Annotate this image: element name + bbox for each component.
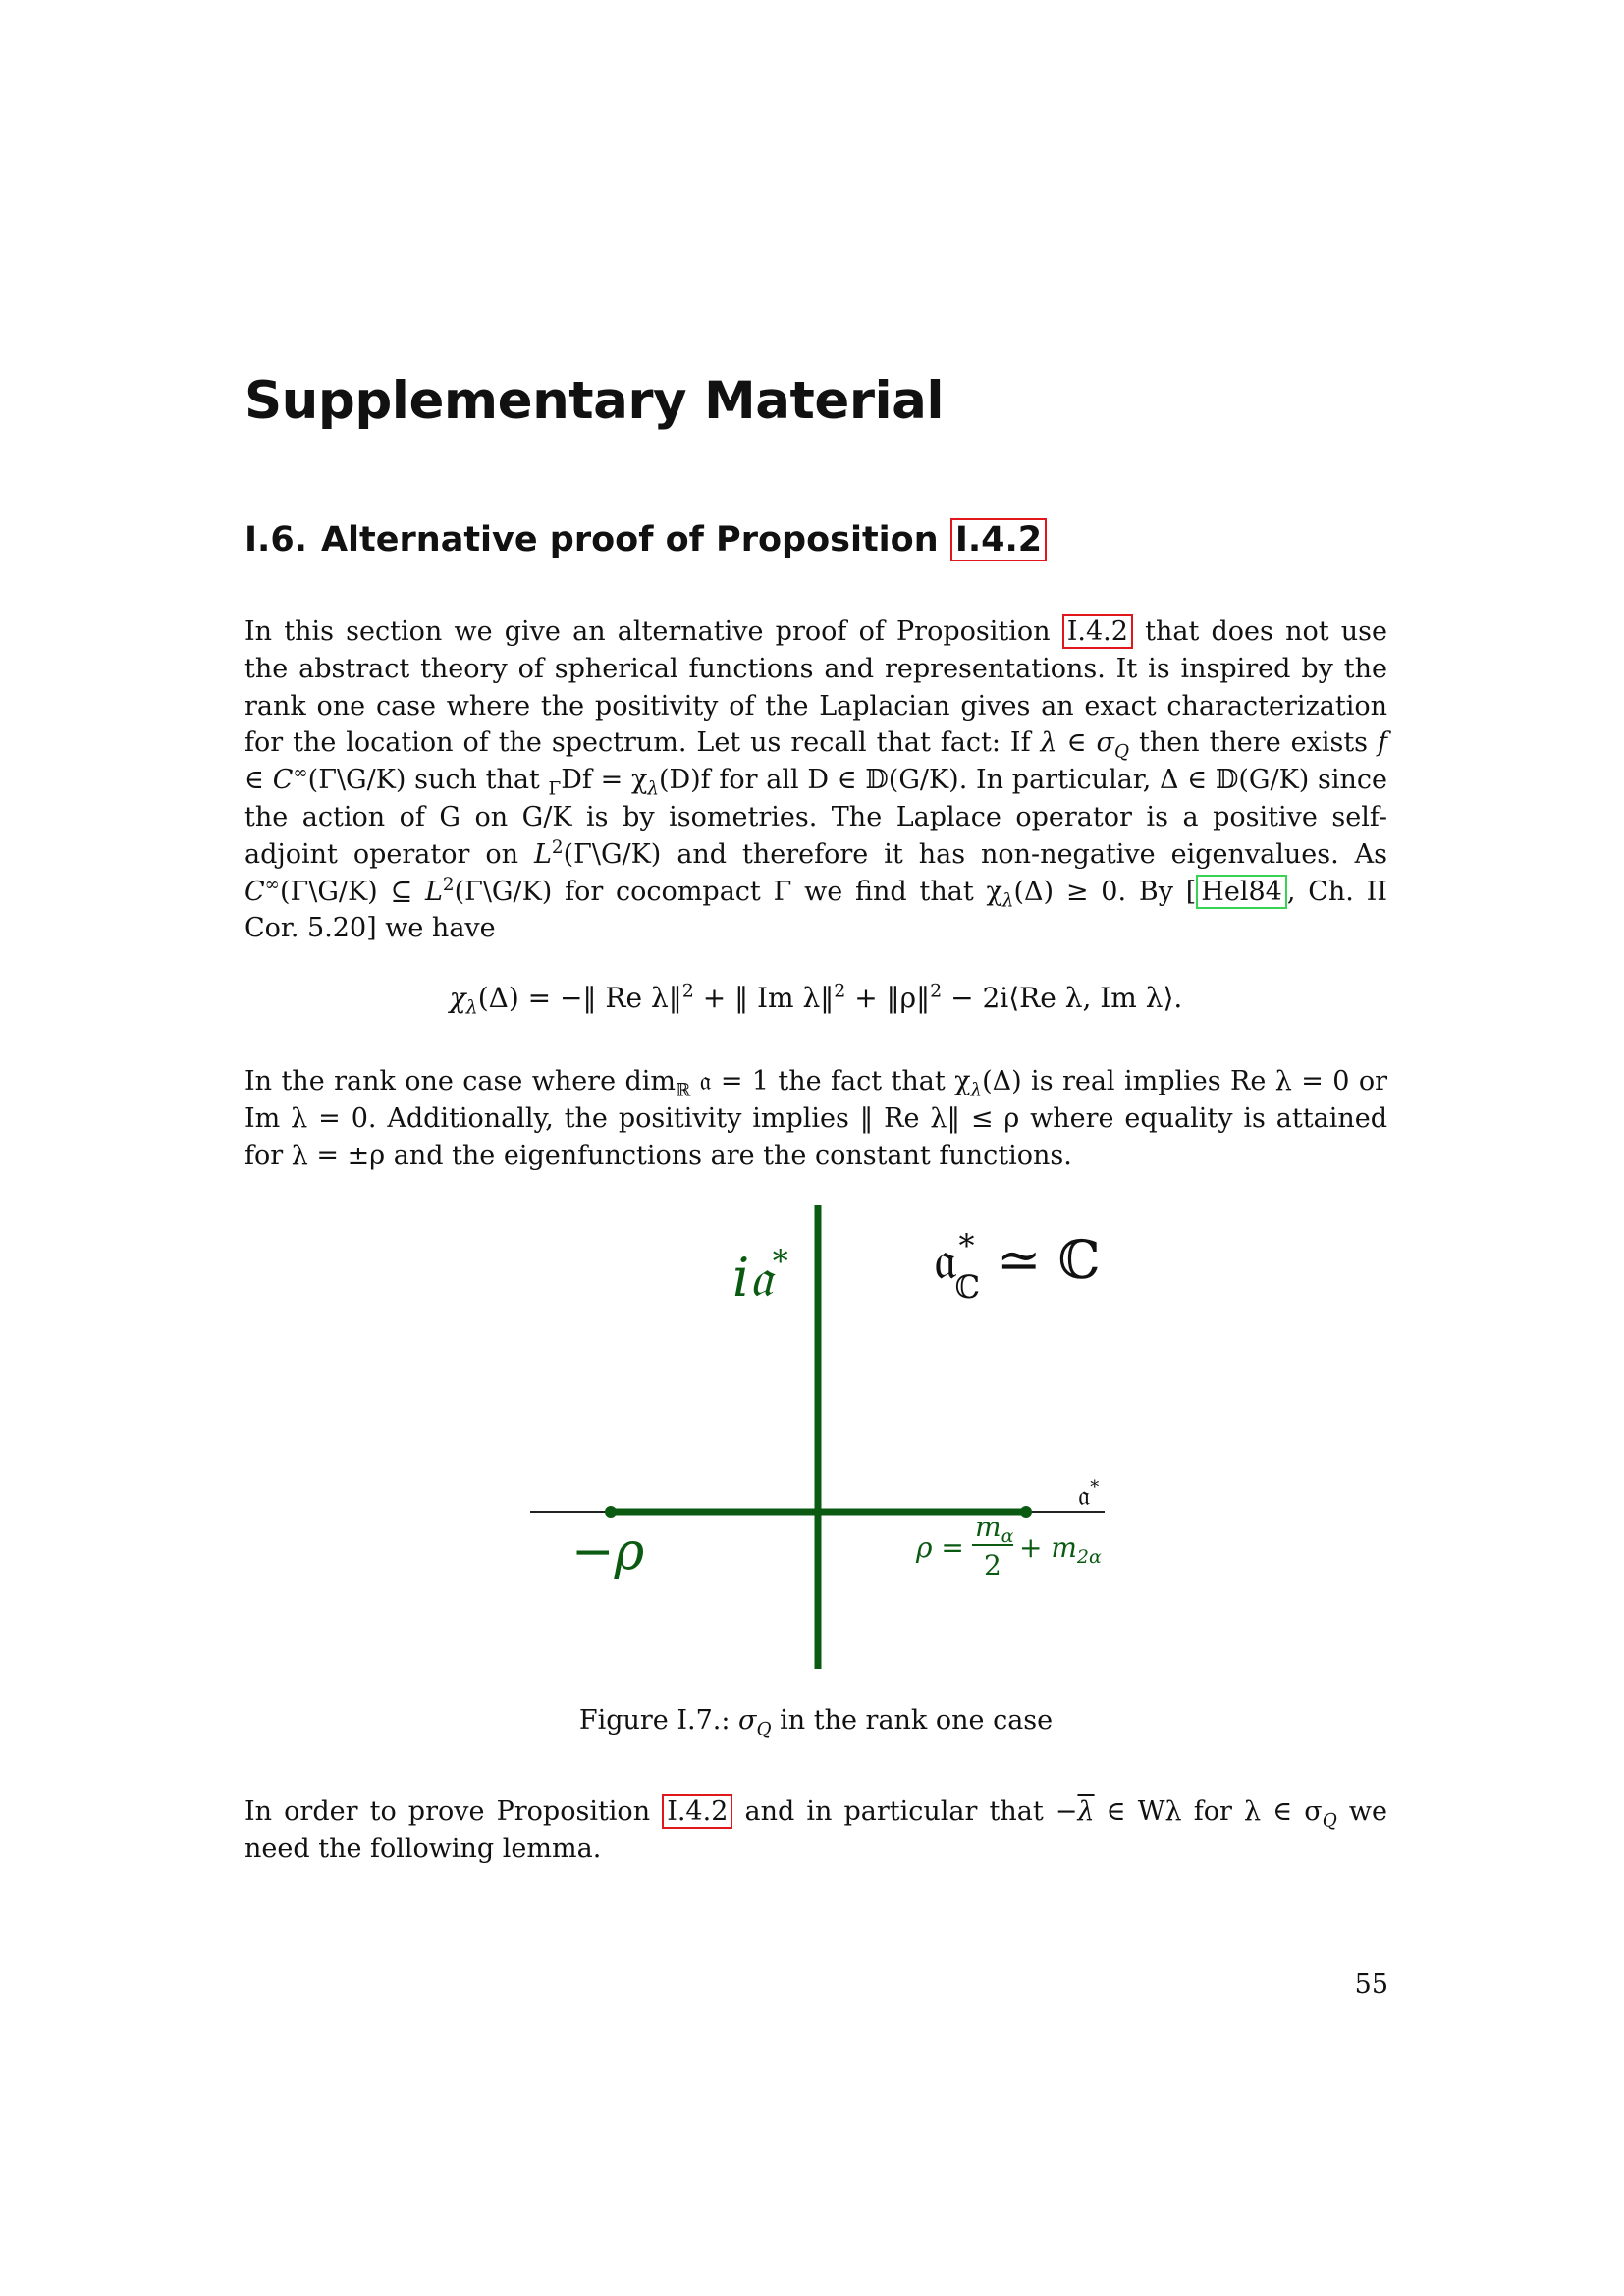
- svg-text:mα: $m_\alpha$: [975, 1511, 1014, 1547]
- text: Df = χ: [561, 765, 648, 796]
- svg-text:ρ =: ρ =: [916, 1531, 964, 1564]
- math: f: [1378, 727, 1387, 759]
- math: σ: [738, 1705, 757, 1735]
- math: L: [424, 876, 443, 907]
- section-title: Alternative proof of Proposition: [320, 520, 939, 560]
- proposition-link[interactable]: I.4.2: [662, 1794, 732, 1829]
- math-sub: λ: [970, 1080, 983, 1101]
- math-sup: 2: [834, 980, 846, 1002]
- text: In the rank one case where dim: [244, 1066, 676, 1096]
- math-sup: 2: [681, 980, 694, 1002]
- text: (D)f for all D ∈ 𝔻(G/K). In particular, Δ ∈ 𝔻(G/K) since the action of G on G/K is by isometries. The Laplace operator is a positive self-adjoint operator on: [244, 765, 1387, 870]
- rho-endpoint: [1020, 1506, 1032, 1518]
- text: In order to prove Proposition: [244, 1796, 663, 1827]
- math-sub: Q: [1113, 741, 1130, 763]
- text: (Γ\G/K) for cocompact Γ we find that χ: [454, 876, 1002, 907]
- text: that does not use the abstract theory of spherical functions and representations. It is inspired by the rank one case where the positivity of the Laplacian gives an exact characterization for the location of the spectrum. Let us recall that fact: If: [244, 616, 1387, 759]
- text: ∈ Wλ for λ ∈ σ: [1094, 1796, 1323, 1827]
- text: we need the following lemma.: [244, 1796, 1387, 1864]
- math-sub: λ: [465, 996, 478, 1019]
- math: + ‖ρ‖: [845, 982, 931, 1014]
- text: then there exists: [1129, 727, 1378, 759]
- math-sup: 2: [551, 836, 564, 858]
- caption-text: in the rank one case: [771, 1705, 1054, 1735]
- math-sup: ∞: [293, 763, 308, 784]
- label-a-complex: 𝔞* ℂ ≃ ℂ: [934, 1227, 1101, 1306]
- svg-text:+ m2α: + $m_{2\alpha}$: [1019, 1531, 1102, 1568]
- math-sub: λ: [647, 778, 659, 800]
- text: In this section we give an alternative proof of Proposition: [244, 616, 1051, 647]
- neg-rho-endpoint: [605, 1506, 617, 1518]
- label-neg-rho: −ρ: [571, 1522, 645, 1581]
- math-sub: ℝ: [676, 1080, 691, 1101]
- text: and in particular that −: [732, 1796, 1078, 1827]
- math-sup: 2: [442, 874, 455, 895]
- text: ∈: [244, 765, 273, 796]
- text: , Ch. II Cor. 5.20] we have: [244, 876, 1387, 944]
- math: C: [272, 765, 294, 796]
- figure-caption: [244, 1705, 1387, 1740]
- math: (Δ) = −‖ Re λ‖: [477, 982, 682, 1014]
- lemma-paragraph: [244, 1793, 1387, 1868]
- text: (Δ) ≥ 0. By: [1013, 876, 1186, 907]
- label-ia-star: i𝔞*: [732, 1243, 788, 1308]
- label-a-star: 𝔞*: [1078, 1477, 1100, 1512]
- math-sup: 2: [930, 980, 943, 1002]
- math: C: [244, 876, 265, 907]
- svg-text:2: 2: [984, 1549, 1001, 1581]
- math-sub: λ: [1001, 889, 1014, 911]
- text: (Γ\G/K) and therefore it has non-negative eigenvalues. As: [563, 838, 1388, 870]
- text: [: [1185, 876, 1197, 907]
- math: λ ∈ σ: [1040, 727, 1114, 759]
- math-sub: Γ: [548, 778, 562, 800]
- math-sub: Q: [756, 1719, 772, 1740]
- chapter-title: Supplementary Material: [244, 371, 945, 431]
- section-number: I.6.: [244, 520, 307, 560]
- caption-prefix: Figure I.7.:: [578, 1705, 739, 1735]
- text: (Γ\G/K) ⊆: [279, 876, 425, 907]
- citation-link[interactable]: Hel84: [1196, 875, 1287, 909]
- page-number: 55: [1354, 1969, 1388, 2000]
- math-sub: Q: [1322, 1810, 1337, 1832]
- text: (Γ\G/K) such that: [307, 765, 549, 796]
- math: − 2i⟨Re λ, Im λ⟩.: [942, 982, 1183, 1014]
- text: 𝔞 = 1 the fact that χ: [690, 1066, 971, 1096]
- text: (Δ) is real implies Re λ = 0 or Im λ = 0. Additionally, the positivity implies ‖ Re λ‖ ≤ ρ where equality is attained for λ = ±ρ and the eigenfunctions are the constant functions.: [244, 1066, 1387, 1171]
- math-overline-lambda: $\overline{\lambda}$: [1077, 1796, 1095, 1827]
- proposition-link[interactable]: I.4.2: [950, 518, 1047, 561]
- math-sup: ∞: [264, 874, 280, 895]
- proposition-link[interactable]: I.4.2: [1062, 614, 1133, 649]
- rho-formula: [915, 1511, 1102, 1581]
- math: χ: [449, 982, 466, 1014]
- math: + ‖ Im λ‖: [693, 982, 835, 1014]
- math: L: [533, 838, 552, 870]
